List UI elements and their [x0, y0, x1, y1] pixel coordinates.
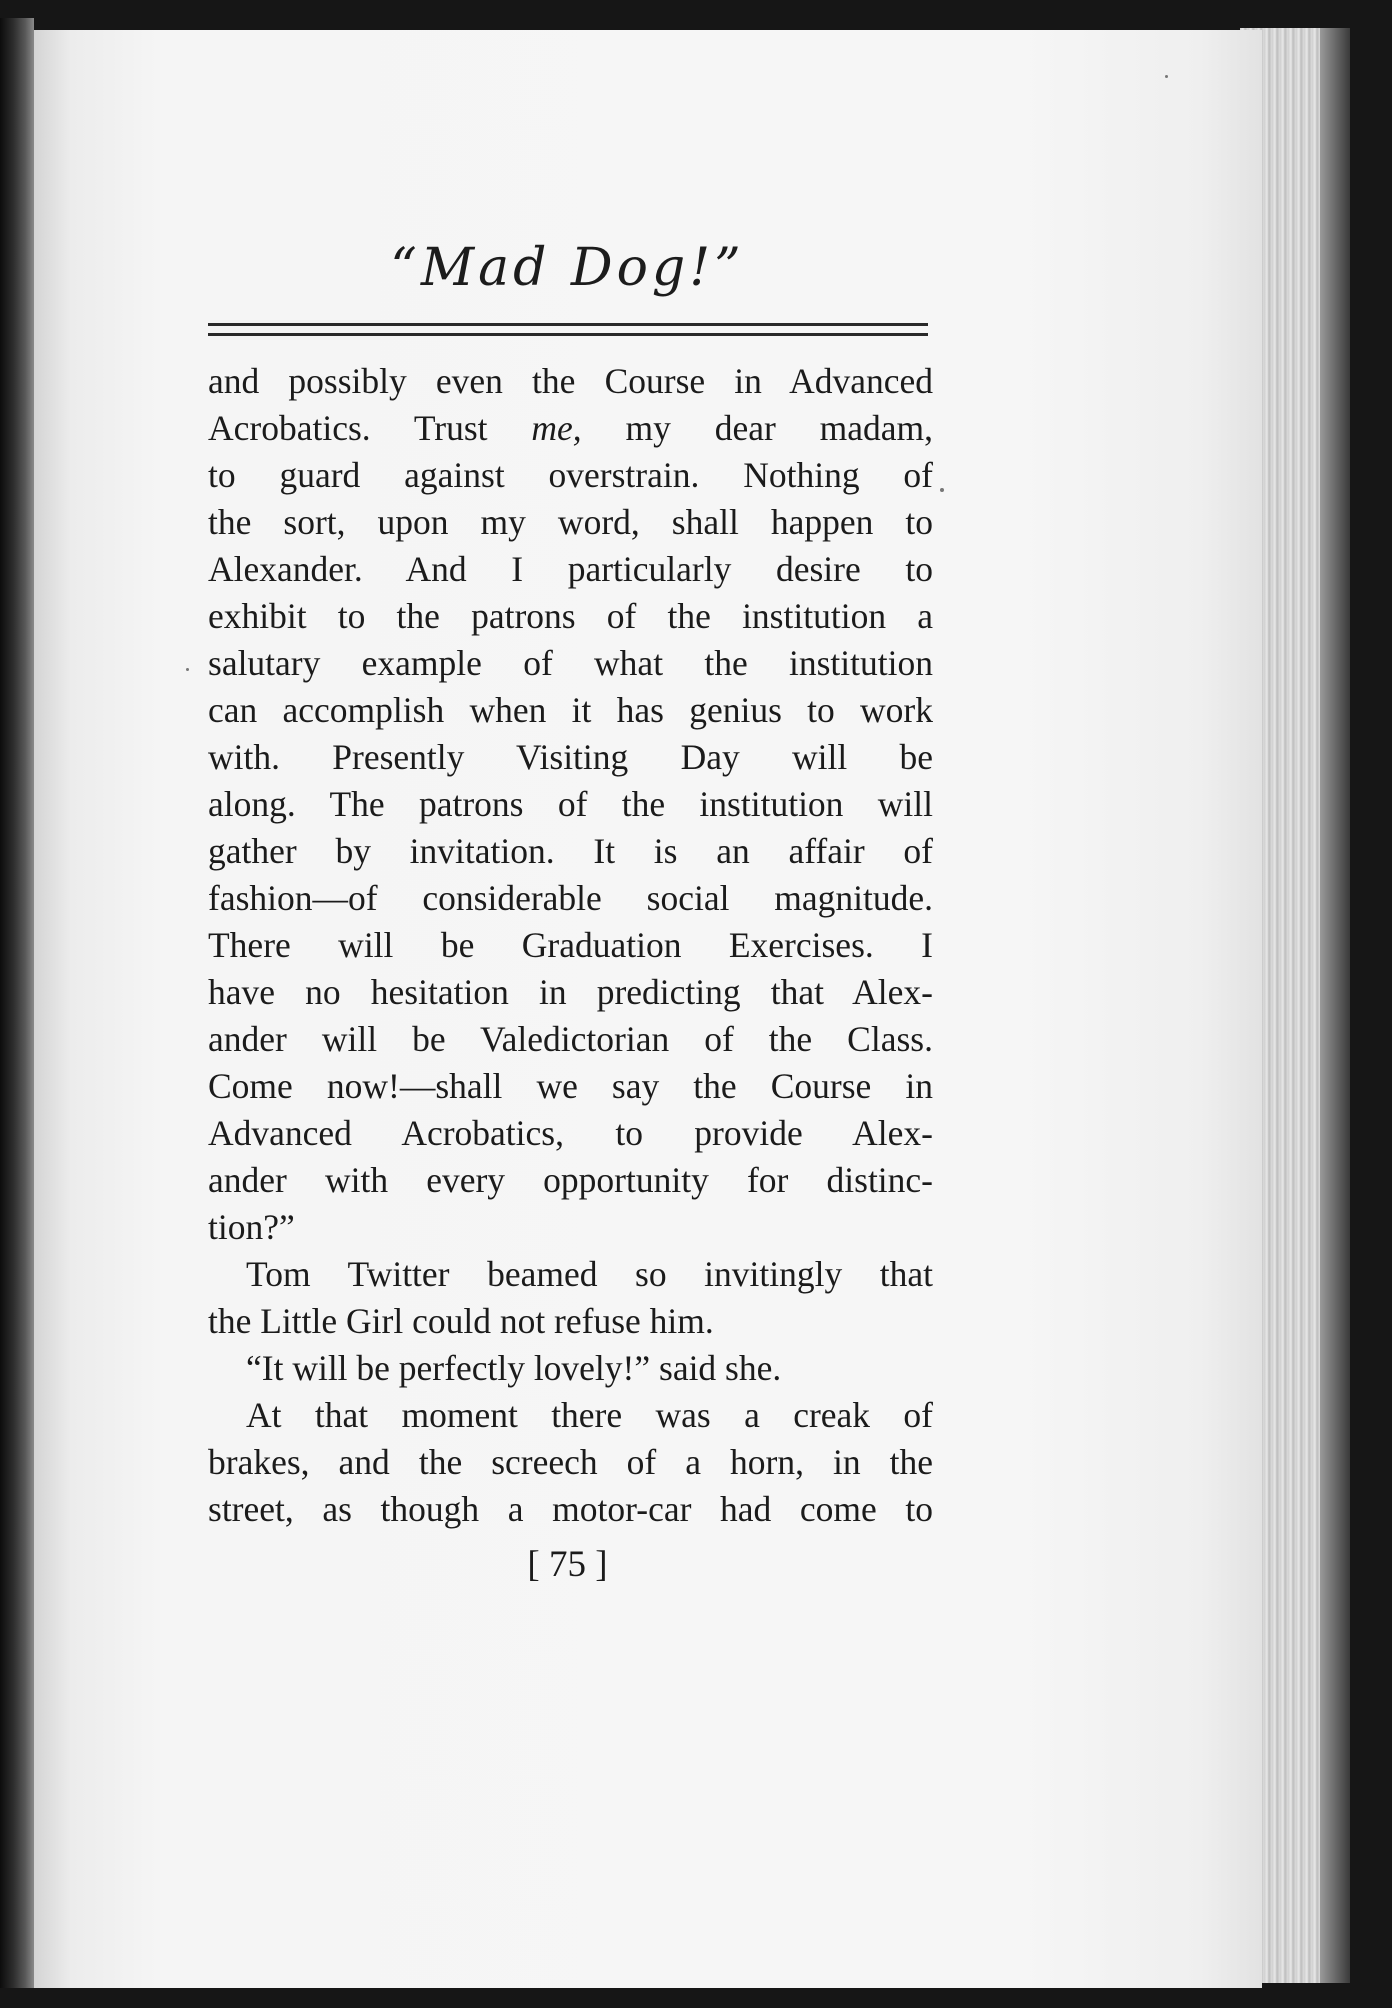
text-line: [208, 405, 933, 452]
text-line: street, as though a motor-car had come to: [208, 1489, 933, 1529]
book-binding-edge: [0, 18, 34, 1988]
paper-speck: [186, 668, 189, 671]
text-line: brakes, and the screech of a horn, in the: [208, 1442, 933, 1482]
text-line: Come now!—shall we say the Course in: [208, 1066, 933, 1106]
head-rule-upper: [208, 323, 928, 326]
text-segment: Acrobatics. Trust: [208, 408, 532, 448]
text-line: gather by invitation. It is an affair of: [208, 831, 933, 871]
text-line: the sort, upon my word, shall happen to: [208, 502, 933, 542]
text-line: along. The patrons of the institution will: [208, 784, 933, 824]
text-line: to guard against overstrain. Nothing of: [208, 455, 933, 495]
head-rule-lower: [208, 333, 928, 336]
paper-speck: [940, 488, 944, 492]
text-line: ander with every opportunity for distinc-: [208, 1160, 933, 1200]
text-line: fashion—of considerable social magnitude.: [208, 878, 933, 918]
text-line: can accomplish when it has genius to work: [208, 690, 933, 730]
text-line: Alexander. And I particularly desire to: [208, 549, 933, 589]
running-head: “Mad Dog!”: [390, 238, 745, 298]
text-line: Tom Twitter beamed so invitingly that: [246, 1254, 933, 1294]
text-line: There will be Graduation Exercises. I: [208, 925, 933, 965]
text-line: “It will be perfectly lovely!” said she.: [246, 1348, 782, 1388]
text-line: exhibit to the patrons of the institution a: [208, 596, 933, 636]
page-stack-shadow: [1320, 28, 1350, 1983]
text-line: have no hesitation in predicting that Alex-: [208, 972, 933, 1012]
page-number: [ 75 ]: [527, 1544, 608, 1585]
body-text: [208, 358, 933, 1533]
emphasized-word: me,: [531, 408, 582, 448]
text-line: the Little Girl could not refuse him.: [208, 1301, 714, 1341]
text-line: At that moment there was a creak of: [246, 1395, 933, 1435]
text-line: tion?”: [208, 1207, 295, 1247]
text-line: and possibly even the Course in Advanced: [208, 361, 933, 401]
text-line: Advanced Acrobatics, to provide Alex-: [208, 1113, 933, 1153]
text-line: ander will be Valedictorian of the Class.: [208, 1019, 933, 1059]
text-segment: my dear madam,: [581, 408, 933, 448]
text-line: salutary example of what the institution: [208, 643, 933, 683]
paper-speck: [1165, 75, 1168, 78]
text-line: with. Presently Visiting Day will be: [208, 737, 933, 777]
